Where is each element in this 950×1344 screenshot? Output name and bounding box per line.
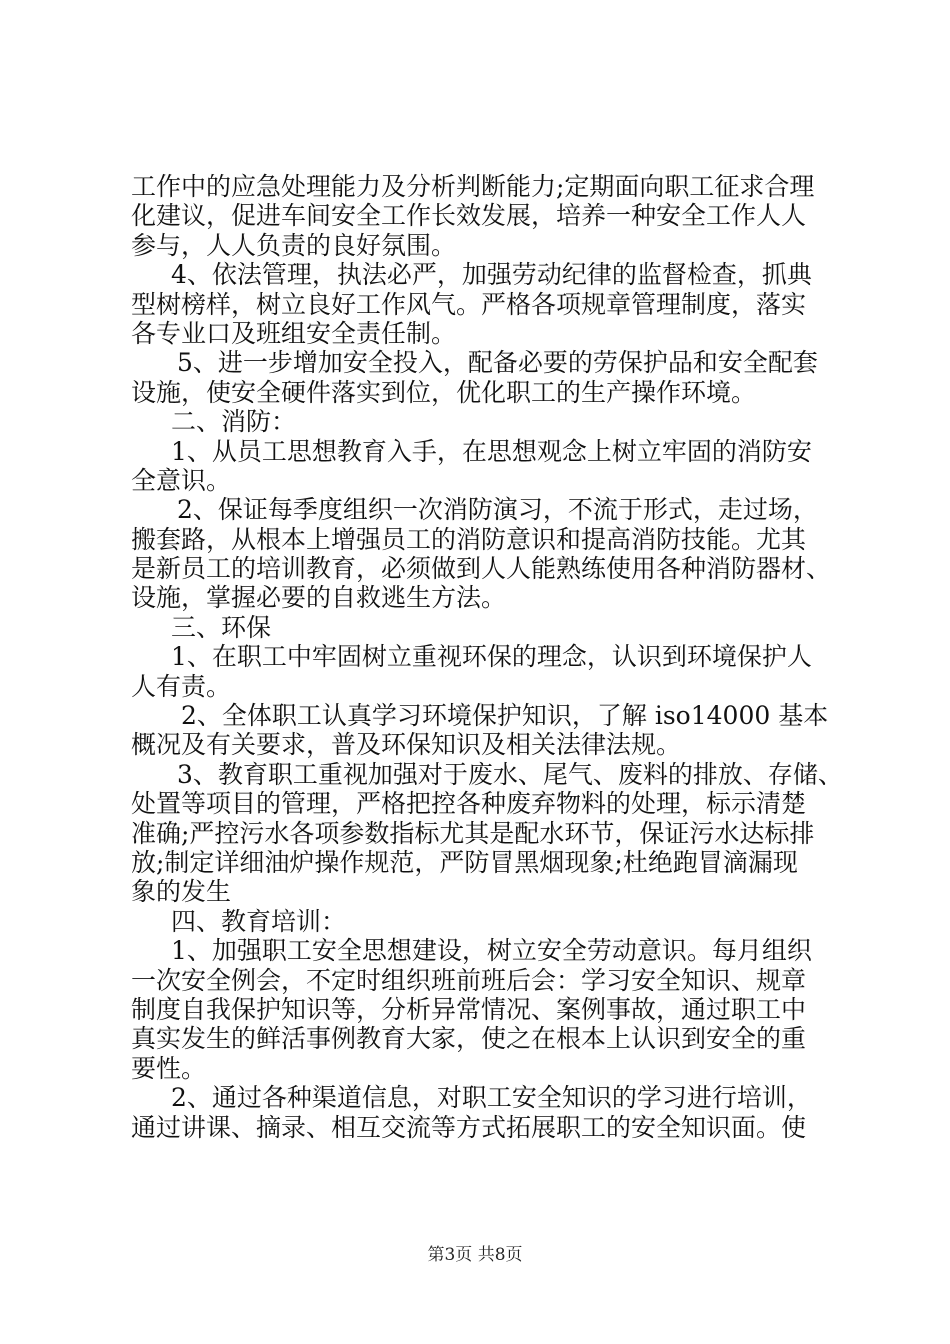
text-line: 放;制定详细油炉操作规范，严防冒黑烟现象;杜绝跑冒滴漏现	[131, 847, 798, 877]
text-line: 象的发生	[131, 877, 232, 907]
text-line: 制度自我保护知识等，分析异常情况、案例事故，通过职工中	[131, 994, 807, 1024]
text-line: 化建议，促进车间安全工作长效发展，培养一种安全工作人人	[131, 201, 807, 231]
text-line: 2、保证每季度组织一次消防演习，不流于形式，走过场，	[177, 495, 818, 525]
text-line: 是新员工的培训教育，必须做到人人能熟练使用各种消防器材、	[131, 554, 832, 584]
text-line: 搬套路，从根本上增强员工的消防意识和提高消防技能。尤其	[131, 524, 807, 554]
section-heading: 二、消防：	[171, 407, 297, 437]
text-line: 要性。	[131, 1053, 207, 1083]
section-heading: 三、环保	[171, 612, 272, 642]
text-line: 全意识。	[131, 465, 232, 495]
text-line: 各专业口及班组安全责任制。	[131, 318, 457, 348]
text-line: 设施，掌握必要的自救逃生方法。	[131, 583, 507, 613]
text-line: 准确;严控污水各项参数指标尤其是配水环节，保证污水达标排	[131, 818, 815, 848]
page-number-footer: 第3页 共8页	[427, 1245, 523, 1265]
text-line: 概况及有关要求，普及环保知识及相关法律法规。	[131, 730, 682, 760]
text-line: 1、加强职工安全思想建设，树立安全劳动意识。每月组织	[171, 936, 812, 966]
text-line: 参与，人人负责的良好氛围。	[131, 230, 457, 260]
text-line: 5、进一步增加安全投入，配备必要的劳保护品和安全配套	[177, 348, 818, 378]
text-line: 2、全体职工认真学习环境保护知识，了解 iso14000 基本	[181, 701, 829, 731]
text-line: 2、通过各种渠道信息，对职工安全知识的学习进行培训，	[171, 1083, 812, 1113]
text-line: 4、依法管理，执法必严，加强劳动纪律的监督检查，抓典	[171, 260, 812, 290]
section-heading: 四、教育培训：	[171, 906, 347, 936]
document-body	[131, 172, 851, 1142]
text-line: 通过讲课、摘录、相互交流等方式拓展职工的安全知识面。使	[131, 1112, 807, 1142]
text-line: 人有责。	[131, 671, 232, 701]
text-line: 1、在职工中牢固树立重视环保的理念，认识到环境保护人	[171, 642, 812, 672]
text-line: 设施，使安全硬件落实到位，优化职工的生产操作环境。	[131, 377, 757, 407]
text-line: 1、从员工思想教育入手，在思想观念上树立牢固的消防安	[171, 436, 812, 466]
text-line: 真实发生的鲜活事例教育大家，使之在根本上认识到安全的重	[131, 1024, 807, 1054]
text-line: 3、教育职工重视加强对于废水、尾气、废料的排放、存储、	[177, 759, 843, 789]
text-line: 工作中的应急处理能力及分析判断能力;定期面向职工征求合理	[131, 172, 815, 201]
text-line: 一次安全例会，不定时组织班前班后会：学习安全知识、规章	[131, 965, 807, 995]
text-line: 型树榜样，树立良好工作风气。严格各项规章管理制度，落实	[131, 289, 807, 319]
text-line: 处置等项目的管理，严格把控各种废弃物料的处理，标示清楚	[131, 789, 807, 819]
